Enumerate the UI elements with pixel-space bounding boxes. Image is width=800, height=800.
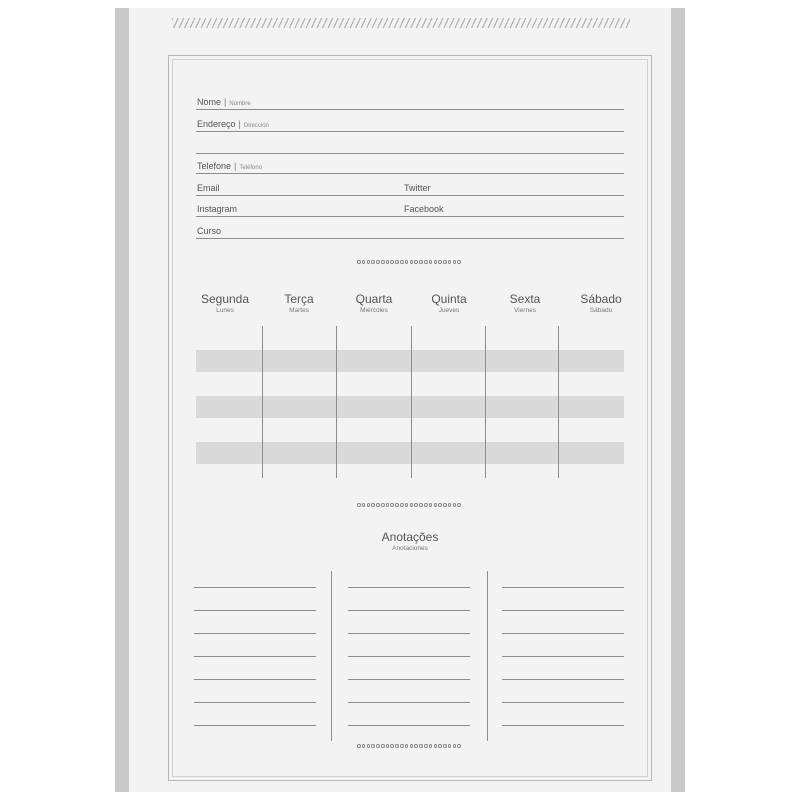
notes-subtitle: Anotaciones: [392, 545, 428, 552]
dot: [367, 260, 371, 264]
day-name-es: Viernes: [514, 307, 536, 314]
dot: [429, 503, 433, 507]
dot: [443, 260, 447, 264]
telefone-label: [197, 161, 262, 171]
endereco-label-es: Dirección: [243, 123, 269, 129]
day-name: Segunda: [200, 292, 250, 306]
schedule-column-divider: [262, 326, 263, 478]
dot: [448, 744, 452, 748]
dot: [448, 503, 452, 507]
dot: [381, 260, 385, 264]
notes-writing-line[interactable]: [348, 725, 470, 726]
curso-field[interactable]: [196, 221, 624, 239]
dot: [434, 744, 438, 748]
dot: [434, 260, 438, 264]
endereco-line-2[interactable]: [196, 153, 624, 154]
dot: [457, 260, 461, 264]
dot: [405, 744, 409, 748]
top-hatch-decoration: [172, 18, 630, 28]
notes-writing-line[interactable]: [194, 587, 316, 588]
dot: [438, 744, 442, 748]
notes-writing-line[interactable]: [348, 587, 470, 588]
notes-writing-line[interactable]: [194, 656, 316, 657]
instagram-field[interactable]: [196, 199, 403, 217]
dot: [410, 260, 414, 264]
dot: [438, 503, 442, 507]
nome-field[interactable]: [196, 92, 624, 110]
dot: [429, 260, 433, 264]
endereco-label-pt: Endereço: [197, 119, 236, 129]
notes-title: Anotações: [381, 530, 439, 544]
left-cover-edge: [115, 8, 129, 792]
notes-writing-line[interactable]: [502, 633, 624, 634]
dot: [424, 260, 428, 264]
dot: [371, 260, 375, 264]
separator: |: [224, 97, 227, 107]
dot: [390, 260, 394, 264]
notes-writing-line[interactable]: [194, 610, 316, 611]
dot: [434, 503, 438, 507]
notes-writing-line[interactable]: [194, 702, 316, 703]
dot: [453, 503, 457, 507]
dot: [410, 503, 414, 507]
day-header-segunda: [190, 292, 260, 316]
dot: [376, 744, 380, 748]
separator: |: [238, 119, 241, 129]
day-name-es: Miércoles: [360, 307, 388, 314]
day-name: Terça: [284, 292, 314, 306]
facebook-field[interactable]: [403, 199, 624, 217]
dot: [438, 260, 442, 264]
notes-writing-line[interactable]: [502, 679, 624, 680]
dot-divider-middle: [357, 503, 461, 509]
dot: [395, 260, 399, 264]
dot-divider-bottom: [357, 744, 461, 750]
day-header-sexta: [490, 292, 560, 316]
dot: [381, 744, 385, 748]
day-name-es: Sábado: [589, 307, 613, 314]
day-header-sabado: [566, 292, 636, 316]
dot: [357, 503, 361, 507]
dot: [448, 260, 452, 264]
dot: [457, 503, 461, 507]
day-name-es: Lunes: [216, 307, 234, 314]
dot: [362, 260, 366, 264]
schedule-row-band: [196, 442, 624, 464]
twitter-field[interactable]: [403, 178, 624, 196]
dot: [443, 744, 447, 748]
notes-writing-line[interactable]: [502, 656, 624, 657]
dot: [371, 744, 375, 748]
dot: [367, 503, 371, 507]
dot: [386, 744, 390, 748]
dot: [386, 503, 390, 507]
notes-writing-line[interactable]: [348, 633, 470, 634]
dot: [400, 503, 404, 507]
day-header-terca: [264, 292, 334, 316]
dot: [457, 744, 461, 748]
dot: [429, 744, 433, 748]
notes-writing-line[interactable]: [502, 610, 624, 611]
dot: [453, 260, 457, 264]
dot-divider-top: [357, 260, 461, 266]
schedule-column-divider: [485, 326, 486, 478]
dot: [419, 260, 423, 264]
notes-writing-line[interactable]: [194, 679, 316, 680]
telefone-label-pt: Telefone: [197, 161, 232, 171]
dot: [357, 260, 361, 264]
notebook-page: [115, 8, 685, 792]
notes-writing-line[interactable]: [348, 656, 470, 657]
dot: [371, 503, 375, 507]
day-name-es: Jueves: [438, 307, 460, 314]
dot: [414, 744, 418, 748]
dot: [405, 260, 409, 264]
notes-writing-line[interactable]: [502, 702, 624, 703]
notes-writing-line[interactable]: [348, 702, 470, 703]
schedule-column-divider: [558, 326, 559, 478]
dot: [376, 503, 380, 507]
day-name-es: Martes: [289, 307, 309, 314]
day-header-quinta: [414, 292, 484, 316]
dot: [414, 260, 418, 264]
nome-label-pt: Nome: [197, 97, 222, 107]
dot: [405, 503, 409, 507]
dot: [453, 744, 457, 748]
dot: [362, 503, 366, 507]
dot: [362, 744, 366, 748]
email-label: Email: [197, 183, 220, 193]
instagram-label: Instagram: [197, 204, 238, 214]
dot: [400, 744, 404, 748]
dot: [376, 260, 380, 264]
dot: [414, 503, 418, 507]
nome-label: [197, 97, 251, 107]
notes-writing-line[interactable]: [194, 725, 316, 726]
telefone-label-es: Teléfono: [239, 165, 263, 171]
dot: [443, 503, 447, 507]
curso-label: Curso: [197, 226, 222, 236]
dot: [400, 260, 404, 264]
facebook-label: Facebook: [404, 204, 444, 214]
dot: [390, 503, 394, 507]
day-name: Quarta: [355, 292, 393, 306]
dot: [395, 744, 399, 748]
right-cover-edge: [671, 8, 685, 792]
notes-writing-line[interactable]: [348, 679, 470, 680]
dot: [390, 744, 394, 748]
endereco-field[interactable]: [196, 114, 624, 132]
email-field[interactable]: [196, 178, 403, 196]
day-name: Quinta: [431, 292, 467, 306]
dot: [410, 744, 414, 748]
day-header-quarta: [339, 292, 409, 316]
dot: [381, 503, 385, 507]
endereco-label: [197, 119, 269, 129]
dot: [357, 744, 361, 748]
schedule-column-divider: [336, 326, 337, 478]
dot: [424, 503, 428, 507]
notes-column-divider: [331, 571, 332, 741]
day-name: Sexta: [509, 292, 541, 306]
dot: [367, 744, 371, 748]
schedule-column-divider: [411, 326, 412, 478]
day-name: Sábado: [580, 292, 622, 306]
dot: [419, 744, 423, 748]
dot: [395, 503, 399, 507]
notes-heading: [325, 530, 495, 554]
twitter-label: Twitter: [404, 183, 431, 193]
notes-writing-line[interactable]: [348, 610, 470, 611]
notes-column-divider: [487, 571, 488, 741]
notes-writing-line[interactable]: [502, 725, 624, 726]
dot: [419, 503, 423, 507]
telefone-field[interactable]: [196, 156, 624, 174]
dot: [424, 744, 428, 748]
notes-writing-line[interactable]: [502, 587, 624, 588]
schedule-row-band: [196, 350, 624, 372]
schedule-row-band: [196, 396, 624, 418]
separator: |: [234, 161, 237, 171]
nome-label-es: Nombre: [229, 101, 251, 107]
notes-writing-line[interactable]: [194, 633, 316, 634]
dot: [386, 260, 390, 264]
